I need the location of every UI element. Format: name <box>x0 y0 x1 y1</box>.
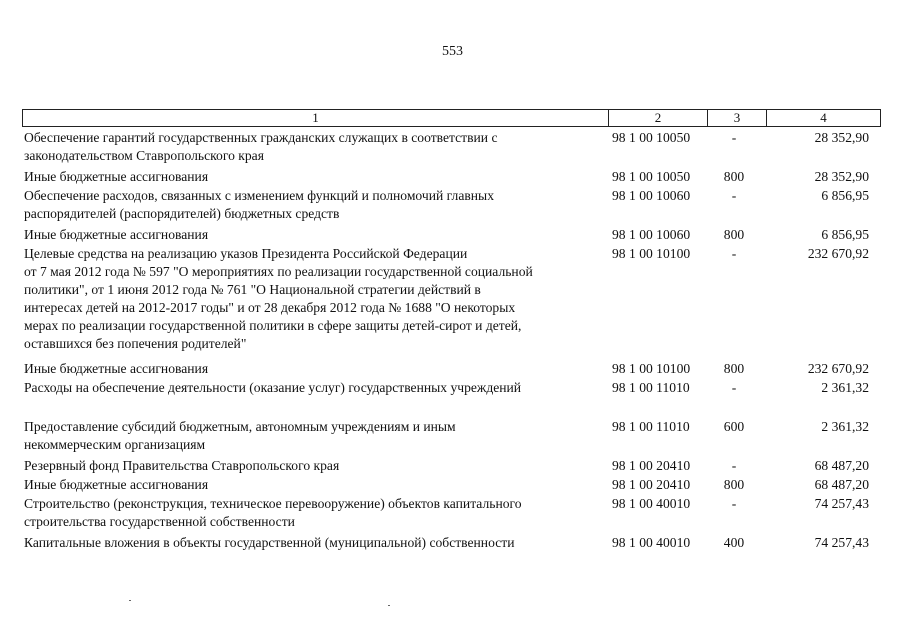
row-amount: 28 352,90 <box>814 169 869 184</box>
row-amount: 74 257,43 <box>814 496 869 511</box>
row-code: 98 1 00 11010 <box>612 380 690 395</box>
row-code: 98 1 00 10100 <box>612 361 691 376</box>
row-amount: 6 856,95 <box>821 188 869 203</box>
header-col-3: 3 <box>733 110 741 125</box>
row-description: Предоставление субсидий бюджетным, автономным учреждениям и иным некоммерческим организациям <box>24 419 456 452</box>
row-description: Обеспечение гарантий государственных гражданских служащих в соответствии с законодательством Ставропольского края <box>24 130 498 163</box>
row-amount: 6 856,95 <box>821 227 869 242</box>
row-description: Резервный фонд Правительства Ставропольского края <box>24 458 340 473</box>
row-type: - <box>731 188 737 203</box>
row-amount: 232 670,92 <box>807 246 869 261</box>
row-description: Строительство (реконструкция, техническое перевооружение) объектов капитального строительства государственной собственности <box>24 496 522 529</box>
row-type: - <box>731 496 737 511</box>
scan-speck <box>129 600 131 601</box>
row-code: 98 1 00 40010 <box>612 496 691 511</box>
row-type: 800 <box>723 361 745 376</box>
row-description: Капитальные вложения в объекты государственной (муниципальной) собственности <box>24 535 515 550</box>
row-amount: 2 361,32 <box>821 380 869 395</box>
table-header <box>22 109 881 127</box>
page-number: 553 <box>442 44 463 59</box>
row-description: Иные бюджетные ассигнования <box>24 361 209 376</box>
header-col-1: 1 <box>312 110 319 125</box>
row-code: 98 1 00 10060 <box>612 188 691 203</box>
row-description: Иные бюджетные ассигнования <box>24 477 209 492</box>
row-type: - <box>731 380 737 395</box>
row-description: Расходы на обеспечение деятельности (оказание услуг) государственных учреждений <box>24 380 522 395</box>
row-code: 98 1 00 11010 <box>612 419 690 434</box>
row-type: 600 <box>723 419 745 434</box>
row-amount: 2 361,32 <box>821 419 869 434</box>
header-col-2: 2 <box>654 110 662 125</box>
row-amount: 68 487,20 <box>814 458 869 473</box>
row-type: 400 <box>723 535 745 550</box>
row-type: - <box>731 130 737 145</box>
row-code: 98 1 00 40010 <box>612 535 691 550</box>
row-description: Обеспечение расходов, связанных с изменением функций и полномочий главных распорядителей (распорядителей) бюджетных средств <box>24 188 494 221</box>
row-code: 98 1 00 10100 <box>612 246 691 261</box>
scan-speck <box>388 605 390 606</box>
row-description: Иные бюджетные ассигнования <box>24 169 209 184</box>
row-code: 98 1 00 10050 <box>612 169 691 184</box>
row-code: 98 1 00 20410 <box>612 477 691 492</box>
row-type: 800 <box>723 227 745 242</box>
row-code: 98 1 00 10060 <box>612 227 691 242</box>
row-code: 98 1 00 10050 <box>612 130 691 145</box>
row-amount: 28 352,90 <box>814 130 869 145</box>
row-description: Целевые средства на реализацию указов Президента Российской Федерации от 7 мая 2012 года № 597 "О мероприятиях по реализации государственной социальной политики", от 1 июня 2012 года № 761 "О Национальной стратегии действий в интересах детей на 2012-2017 годы" и от 28 декабря 2012 года № 1688 "О некоторых мерах по реализации государственной политики в сфере защиты детей-сирот и детей, оставшихся без попечения родителей" <box>24 246 533 351</box>
row-type: 800 <box>723 169 745 184</box>
row-type: - <box>731 246 737 261</box>
row-amount: 68 487,20 <box>814 477 869 492</box>
row-description: Иные бюджетные ассигнования <box>24 227 209 242</box>
header-col-4: 4 <box>820 110 827 125</box>
row-amount: 232 670,92 <box>807 361 869 376</box>
row-code: 98 1 00 20410 <box>612 458 691 473</box>
row-amount: 74 257,43 <box>814 535 869 550</box>
row-type: - <box>731 458 737 473</box>
row-type: 800 <box>723 477 745 492</box>
